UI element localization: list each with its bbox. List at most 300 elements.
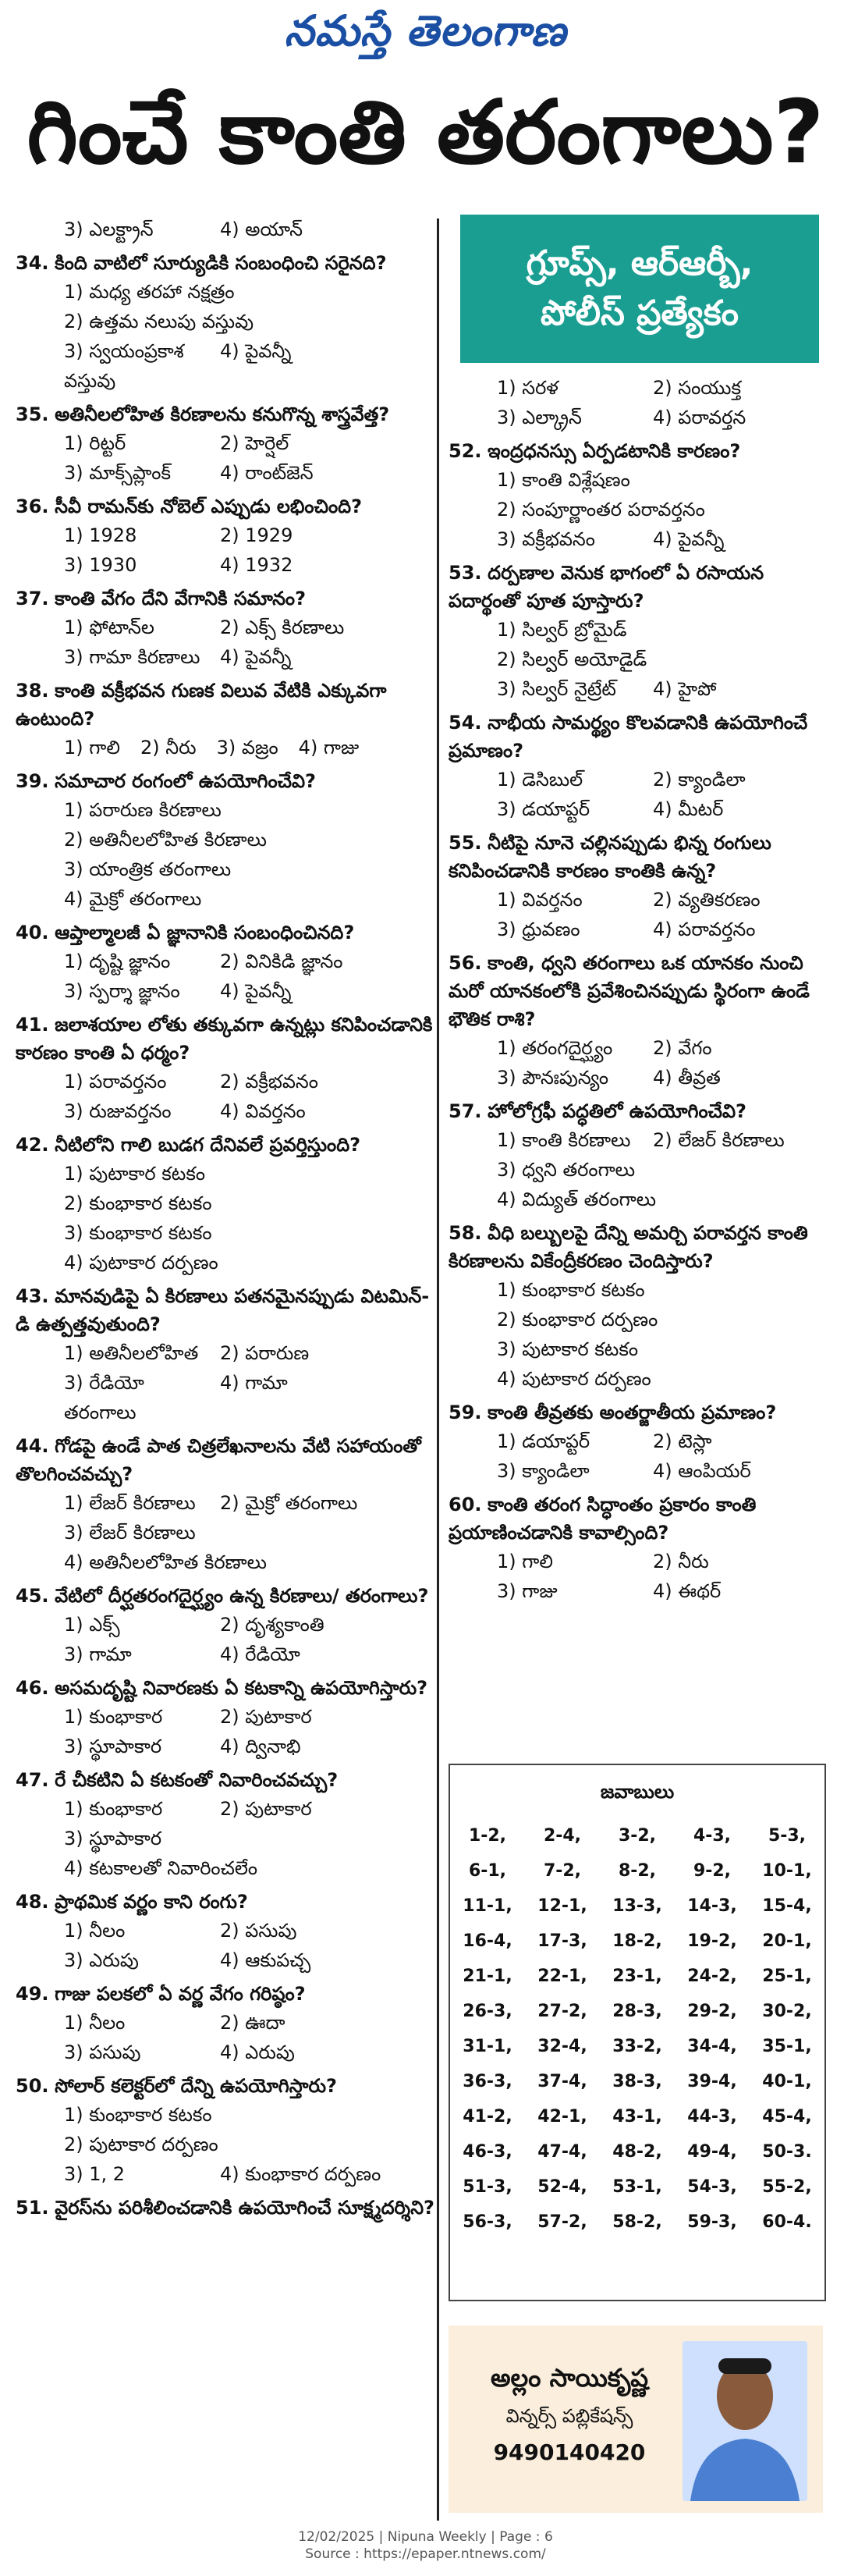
- option-row: [16, 2130, 437, 2159]
- option: 2) వేగం: [653, 1037, 712, 1059]
- question-item: [16, 492, 437, 580]
- option: 3) గాజు: [497, 1580, 558, 1602]
- badge-line: పోలీస్ ప్రత్యేకం: [541, 293, 739, 333]
- option: 4) ఈథర్: [653, 1580, 722, 1602]
- option-row: [16, 215, 437, 244]
- question-text: [16, 1131, 437, 1159]
- option: 4) కటకాలతో నివారించలేం: [64, 1857, 258, 1879]
- option-row: [449, 915, 839, 944]
- question-body: వైరస్‌ను పరిశీలించడానికి ఉపయోగించే సూక్ష్మదర్శిని?: [55, 2197, 434, 2219]
- question-item: [449, 437, 839, 554]
- option-row: [16, 1218, 437, 1248]
- option: 1) కుంభాకార కటకం: [64, 2104, 212, 2126]
- option-row: [16, 1853, 437, 1883]
- answer-cell: 42-1,: [537, 2107, 587, 2127]
- option-row: [449, 885, 839, 915]
- option: 3) లేజర్ కిరణాలు: [64, 1522, 196, 1544]
- question-body: నాభీయ సామర్థ్యం కొలవడానికి ఉపయోగించే ప్రమాణం?: [449, 712, 808, 762]
- option: 1) గాలి: [64, 737, 120, 759]
- option: 3) కుంభాకార కటకం: [64, 1222, 212, 1244]
- question-number: 36.: [16, 496, 49, 517]
- answer-cell: 9-2,: [693, 1861, 732, 1881]
- question-body: హోలోగ్రఫీ పద్ధతిలో ఉపయోగించేవి?: [488, 1100, 746, 1122]
- answer-cell: 11-1,: [463, 1896, 512, 1916]
- option: 4) అతినీలలోహిత కిరణాలు: [64, 1551, 267, 1573]
- option-row: [449, 403, 839, 432]
- option: 3) పుటాకార కటకం: [497, 1338, 639, 1360]
- question-text: [16, 2194, 437, 2222]
- question-body: గోడపై ఉండే పాత చిత్రలేఖనాలను వేటి సహాయంతో తొలగించవచ్చు?: [16, 1435, 421, 1485]
- option-row: [449, 645, 839, 674]
- question-body: వేటిలో దీర్ఘతరంగదైర్ఘ్యం ఉన్న కిరణాలు/ తరంగాలు?: [55, 1585, 429, 1607]
- option: 1) సరళ: [497, 377, 558, 399]
- answer-cell: 1-2,: [468, 1826, 507, 1846]
- option: 3) సిల్వర్ నైట్రేట్: [497, 678, 616, 700]
- question-body: రే చీకటిని ఏ కటకంతో నివారించవచ్చు?: [55, 1769, 339, 1791]
- footer-date: 12/02/2025 | Nipuna Weekly | Page : 6: [298, 2529, 553, 2545]
- option: 3) స్థూపాకార: [64, 1828, 162, 1849]
- question-body: నీటిపై నూనె చల్లినప్పుడు భిన్న రంగులు కనిపించడానికి కారణం కాంతికి ఉన్న?: [449, 832, 771, 882]
- option: 2) నీరు: [140, 737, 197, 759]
- question-number: 37.: [16, 588, 49, 609]
- option: 2) సిల్వర్ అయోడైడ్: [497, 648, 647, 670]
- question-number: 57.: [449, 1100, 482, 1122]
- option: 2) టెస్లా: [653, 1430, 712, 1452]
- question-number: 52.: [449, 440, 482, 462]
- option-row: [449, 1185, 839, 1214]
- option-row: [449, 1063, 839, 1093]
- question-item: [449, 709, 839, 824]
- answer-cell: 17-3,: [537, 1931, 587, 1951]
- answer-cell: 2-4,: [543, 1826, 582, 1846]
- question-item: [16, 1766, 437, 1883]
- option: 3) ఎల్క్రాన్: [497, 407, 582, 428]
- option: 4) ఆంపియర్: [653, 1460, 751, 1482]
- answer-cell: 5-3,: [768, 1826, 807, 1846]
- answers-row: [450, 2099, 824, 2134]
- option: 2) నీరు: [653, 1551, 709, 1572]
- option-row: [16, 1488, 437, 1518]
- option-row: [16, 1338, 437, 1368]
- option: 3) ధ్రువణం: [497, 918, 580, 940]
- answer-cell: 31-1,: [463, 2037, 512, 2056]
- option-row: [16, 1610, 437, 1640]
- question-item: [16, 1980, 437, 2067]
- answer-cell: 16-4,: [463, 1931, 512, 1951]
- option: 1) లేజర్ కిరణాలు: [64, 1492, 196, 1514]
- option: 4) పుటాకార దర్పణం: [64, 1252, 218, 1274]
- question-item: [16, 1282, 437, 1427]
- option: 1) 1928: [64, 524, 137, 546]
- option-row: [449, 524, 839, 554]
- question-number: 49.: [16, 1983, 49, 2005]
- option-row: [16, 1159, 437, 1189]
- answers-row: [450, 2134, 824, 2169]
- option-row: [449, 1427, 839, 1456]
- question-body: అసమదృష్టి నివారణకు ఏ కటకాన్ని ఉపయోగిస్తారు?: [55, 1677, 428, 1699]
- answers-row: [450, 1888, 824, 1924]
- masthead-logo: నమస్తే తెలంగాణ: [284, 6, 567, 55]
- option-row: [16, 1067, 437, 1096]
- option: 3) 1930: [64, 554, 137, 576]
- question-number: 48.: [16, 1891, 49, 1913]
- question-text: [16, 249, 437, 277]
- option-row: [449, 373, 839, 403]
- question-text: [16, 767, 437, 795]
- option-row: [16, 1248, 437, 1277]
- question-number: 35.: [16, 403, 49, 425]
- answer-cell: 38-3,: [612, 2072, 662, 2091]
- answer-cell: 27-2,: [537, 2002, 587, 2021]
- question-number: 34.: [16, 252, 49, 274]
- option: 3) గామా కిరణాలు: [64, 646, 200, 668]
- answer-cell: 48-2,: [612, 2142, 662, 2162]
- option-row: [449, 794, 839, 824]
- option: 3) ఎలక్ట్రాన్: [64, 219, 154, 240]
- answer-cell: 58-2,: [612, 2212, 662, 2232]
- option-row: [16, 2100, 437, 2130]
- question-body: సమాచార రంగంలో ఉపయోగించేవి?: [55, 770, 316, 792]
- right-column: [449, 373, 839, 1611]
- option-row: [449, 1547, 839, 1576]
- option: 4) పరావర్తనం: [653, 918, 756, 940]
- option-row: [16, 1916, 437, 1945]
- option-row: [16, 1794, 437, 1824]
- question-number: 42.: [16, 1134, 49, 1156]
- author-phone: 9490140420: [493, 2439, 646, 2465]
- option-row: [16, 1189, 437, 1218]
- option: 4) పుటాకార దర్పణం: [497, 1368, 651, 1390]
- option: 4) గామా: [220, 1372, 288, 1394]
- question-text: [449, 559, 839, 615]
- answers-table: [450, 1818, 824, 2240]
- option: 4) పైవన్నీ: [220, 980, 292, 1002]
- question-item: [16, 1888, 437, 1975]
- question-body: ఆప్తాల్మాలజీ ఏ జ్ఞానానికి సంబంధించినది?: [55, 922, 355, 943]
- question-number: 41.: [16, 1014, 49, 1036]
- question-body: సోలార్ కలెక్టర్‌లో దేన్ని ఉపయోగిస్తారు?: [55, 2075, 337, 2097]
- answer-cell: 12-1,: [537, 1896, 587, 1916]
- answer-cell: 15-4,: [762, 1896, 812, 1916]
- option: 2) వినికిడి జ్ఞానం: [220, 950, 343, 972]
- question-number: 55.: [449, 832, 482, 854]
- option: 4) ద్వినాభి: [220, 1736, 301, 1757]
- option: 2) 1929: [220, 524, 293, 546]
- question-text: [16, 1888, 437, 1916]
- option-row: [16, 277, 437, 307]
- option: 1) పరారుణ కిరణాలు: [64, 799, 222, 821]
- question-text: [16, 2072, 437, 2100]
- answer-cell: 3-2,: [618, 1826, 657, 1846]
- option: 1) తరంగదైర్ఘ్యం: [497, 1037, 613, 1059]
- page-footer: [0, 2528, 851, 2563]
- question-number: 40.: [16, 922, 49, 943]
- answers-title: జవాబులు: [600, 1781, 675, 1803]
- option-row: [449, 1576, 839, 1606]
- option-row: [449, 1275, 839, 1305]
- option: 2) క్యాండిలా: [653, 769, 746, 791]
- option-row: [449, 1305, 839, 1334]
- option: 3) పౌనఃపున్యం: [497, 1067, 609, 1089]
- question-text: [16, 1432, 437, 1488]
- option: 3) ధ్వని తరంగాలు: [497, 1159, 636, 1181]
- answer-cell: 54-3,: [687, 2177, 737, 2197]
- question-text: [16, 492, 437, 521]
- question-text: [16, 918, 437, 947]
- question-body: అతినీలలోహిత కిరణాలను కనుగొన్న శాస్త్రవేత్త?: [55, 403, 390, 425]
- question-body: వీధి బల్బులపై దేన్ని అమర్చి పరావర్తన కాంతి కిరణాలను వికేంద్రీకరణం చెందిస్తారు?: [449, 1222, 808, 1272]
- option-row: [16, 1096, 437, 1126]
- option-row: [16, 1945, 437, 1975]
- answer-cell: 6-1,: [468, 1861, 507, 1881]
- answer-cell: 24-2,: [687, 1967, 737, 1986]
- question-body: ప్రాథమిక వర్ణం కాని రంగు?: [55, 1891, 248, 1913]
- answer-cell: 40-1,: [762, 2072, 812, 2091]
- answer-cell: 59-3,: [687, 2212, 737, 2232]
- answer-cell: 33-2,: [612, 2037, 662, 2056]
- option-row: [16, 521, 437, 550]
- option: 3) పసుపు: [64, 2041, 141, 2063]
- option-row: [16, 428, 437, 458]
- option: 1) డెసిబుల్: [497, 769, 583, 791]
- option: 3) 1, 2: [64, 2163, 126, 2185]
- question-body: కాంతి వక్రీభవన గుణక విలువ వేటికి ఎక్కువగా ఉంటుంది?: [16, 680, 387, 730]
- question-body: జలాశయాల లోతు తక్కువగా ఉన్నట్లు కనిపించడానికి కారణం కాంతి ఏ ధర్మం?: [16, 1014, 433, 1064]
- option-row: [16, 976, 437, 1006]
- option: 1) వివర్తనం: [497, 889, 583, 911]
- answer-cell: 44-3,: [687, 2107, 737, 2127]
- question-number: 39.: [16, 770, 49, 792]
- question-number: 47.: [16, 1769, 49, 1791]
- footer-source: Source : https://epaper.ntnews.com/: [305, 2546, 546, 2562]
- option: 2) దృశ్యకాంతి: [220, 1614, 324, 1636]
- option: 3) క్యాండిలా: [497, 1460, 590, 1482]
- answers-box: [449, 1764, 826, 2301]
- left-column: [16, 215, 437, 2226]
- question-body: గాజు పలకలో ఏ వర్ణ వేగం గరిష్ఠం?: [55, 1983, 306, 2005]
- option: 4) 1932: [220, 554, 293, 576]
- option-row: [16, 613, 437, 642]
- column-divider: [437, 219, 439, 2521]
- option: 4) హైపో: [653, 678, 717, 700]
- question-item: [16, 1131, 437, 1277]
- answers-row: [450, 2169, 824, 2205]
- question-item: [16, 1582, 437, 1669]
- option: 2) కుంభాకార కటకం: [64, 1192, 212, 1214]
- option-row: [449, 1155, 839, 1185]
- answer-cell: 10-1,: [762, 1861, 812, 1881]
- question-text: [16, 1980, 437, 2008]
- section-badge: [460, 215, 819, 363]
- answer-cell: 22-1,: [537, 1967, 587, 1986]
- answer-cell: 35-1,: [762, 2037, 812, 2056]
- option: 4) పైవన్నీ: [653, 528, 725, 550]
- question-number: 56.: [449, 952, 482, 974]
- question-item: [16, 918, 437, 1006]
- question-text: [16, 1011, 437, 1067]
- question-body: మానవుడిపై ఏ కిరణాలు పతనమైనప్పుడు విటమిన్-డి ఉత్పత్తవుతుంది?: [16, 1285, 430, 1335]
- question-number: 45.: [16, 1585, 49, 1607]
- option-row: [16, 642, 437, 672]
- question-number: 38.: [16, 680, 49, 702]
- question-item: [449, 1097, 839, 1214]
- answer-cell: 39-4,: [687, 2072, 737, 2091]
- option: 2) లేజర్ కిరణాలు: [653, 1129, 785, 1151]
- question-item: [449, 829, 839, 944]
- question-text: [16, 1282, 437, 1338]
- answers-row: [450, 1818, 824, 1853]
- answers-row: [450, 2029, 824, 2064]
- answer-cell: 52-4,: [537, 2177, 587, 2197]
- option-row: [16, 458, 437, 488]
- question-item: [16, 767, 437, 914]
- option: 2) ఎక్స్ కిరణాలు: [220, 616, 345, 638]
- option-row: [449, 1364, 839, 1394]
- option: 1) గాలి: [497, 1551, 553, 1572]
- option: 3) గామా: [64, 1643, 132, 1665]
- option: 2) సంయుక్త: [653, 377, 741, 399]
- option: 1) ఎక్స్: [64, 1614, 120, 1636]
- question-text: [16, 1582, 437, 1610]
- question-item: [449, 1491, 839, 1606]
- question-body: కాంతి వేగం దేని వేగానికి సమానం?: [55, 588, 307, 609]
- option: 1) కాంతి విశ్లేషణం: [497, 469, 630, 491]
- option: 1) సిల్వర్ బ్రోమైడ్: [497, 619, 627, 641]
- option: 3) రుజువర్తనం: [64, 1100, 172, 1122]
- option: 1) కుంభాకార కటకం: [497, 1279, 645, 1301]
- option: 4) ఆకుపచ్చ: [220, 1949, 311, 1971]
- option-row: [16, 336, 437, 396]
- question-number: 43.: [16, 1285, 49, 1307]
- option: 1) రిట్టర్: [64, 432, 126, 454]
- page-headline: గించే కాంతి తరంగాలు?: [27, 82, 824, 183]
- option-row: [16, 1640, 437, 1669]
- option: 4) కుంభాకార దర్పణం: [220, 2163, 381, 2185]
- option: 1) మధ్య తరహా నక్షత్రం: [64, 281, 235, 303]
- answers-row: [450, 2064, 824, 2099]
- option: 4) అయాన్: [220, 219, 303, 240]
- option: 3) స్వయంప్రకాశ వస్తువు: [64, 340, 184, 392]
- option-row: [16, 795, 437, 825]
- option: 3) వక్రీభవనం: [497, 528, 595, 550]
- answer-cell: 47-4,: [537, 2142, 587, 2162]
- answer-cell: 14-3,: [687, 1896, 737, 1916]
- question-body: ఇంద్రధనస్సు ఏర్పడటానికి కారణం?: [488, 440, 741, 462]
- answers-row: [450, 1853, 824, 1888]
- option: 2) ఉత్తమ నలుపు వస్తువు: [64, 311, 254, 332]
- answer-cell: 53-1,: [612, 2177, 662, 2197]
- answer-cell: 29-2,: [687, 2002, 737, 2021]
- option-row: [16, 884, 437, 914]
- answer-cell: 30-2,: [762, 2002, 812, 2021]
- option: 4) వివర్తనం: [220, 1100, 306, 1122]
- option-row: [16, 1547, 437, 1577]
- question-item: [449, 559, 839, 704]
- question-item: [16, 2072, 437, 2189]
- option: 3) ఎరుపు: [64, 1949, 139, 1971]
- answer-cell: 4-3,: [693, 1826, 732, 1846]
- question-text: [449, 829, 839, 885]
- option: 2) పుటాకార: [220, 1798, 312, 1820]
- answers-row: [450, 2205, 824, 2240]
- option: 4) మీటర్: [653, 798, 724, 820]
- answer-cell: 45-4,: [762, 2107, 812, 2127]
- question-number: 46.: [16, 1677, 49, 1699]
- question-item: [449, 949, 839, 1093]
- question-number: 51.: [16, 2197, 49, 2219]
- author-photo: [683, 2341, 807, 2501]
- question-item: [16, 249, 437, 396]
- option: 3) డయాప్టర్: [497, 798, 590, 820]
- option-row: [16, 307, 437, 336]
- question-text: [449, 949, 839, 1033]
- answer-cell: 32-4,: [537, 2037, 587, 2056]
- option: 4) విద్యుత్ తరంగాలు: [497, 1189, 657, 1210]
- question-number: 54.: [449, 712, 482, 734]
- question-number: 58.: [449, 1222, 482, 1244]
- question-number: 44.: [16, 1435, 49, 1457]
- answer-cell: 57-2,: [537, 2212, 587, 2232]
- option: 4) ఎరుపు: [220, 2041, 295, 2063]
- option-row: [449, 615, 839, 645]
- answer-cell: 60-4.: [762, 2212, 812, 2232]
- option: 4) తీవ్రత: [653, 1067, 721, 1089]
- question-item: [449, 1219, 839, 1394]
- question-text: [16, 400, 437, 428]
- option-row: [449, 1125, 839, 1155]
- answer-cell: 49-4,: [687, 2142, 737, 2162]
- answer-cell: 26-3,: [463, 2002, 512, 2021]
- option: 1) కుంభాకార: [64, 1798, 163, 1820]
- question-number: 59.: [449, 1402, 482, 1423]
- question-item: [16, 584, 437, 672]
- question-body: కాంతి, ధ్వని తరంగాలు ఒక యానకం నుంచి మరో యానకంలోకి ప్రవేశించినప్పుడు స్థిరంగా ఉండే భౌతిక రాశి?: [449, 952, 810, 1030]
- option: 1) డయాప్టర్: [497, 1430, 590, 1452]
- question-body: సీవీ రామన్‌కు నోబెల్ ఎప్పుడు లభించింది?: [55, 496, 362, 517]
- question-body: కాంతి తరంగ సిద్ధాంతం ప్రకారం కాంతి ప్రయాణించడానికి కావాల్సింది?: [449, 1494, 757, 1544]
- option: 4) రాంట్‌జెన్: [220, 462, 314, 484]
- author-name: అల్లం సాయికృష్ణ: [490, 2363, 649, 2393]
- question-text: [16, 1766, 437, 1794]
- option: 3) వజ్రం: [216, 737, 278, 759]
- option: 4) గాజు: [298, 737, 360, 759]
- question-text: [16, 1674, 437, 1702]
- option-row: [16, 2008, 437, 2038]
- question-number: 60.: [449, 1494, 482, 1515]
- option-row: [16, 855, 437, 884]
- answer-cell: 13-3,: [612, 1896, 662, 1916]
- option: 3) రేడియో తరంగాలు: [64, 1372, 144, 1423]
- badge-line: గ్రూప్స్, ఆర్ఆర్బీ,: [526, 243, 753, 283]
- question-item: [16, 677, 437, 762]
- option: 2) అతినీలలోహిత కిరణాలు: [64, 829, 267, 851]
- option: 3) స్థూపాకార: [64, 1736, 162, 1757]
- option-row: [16, 947, 437, 976]
- answer-cell: 8-2,: [618, 1861, 657, 1881]
- answer-cell: 43-1,: [612, 2107, 662, 2127]
- answer-cell: 7-2,: [543, 1861, 582, 1881]
- option: 1) పరావర్తనం: [64, 1071, 167, 1093]
- answer-cell: 19-2,: [687, 1931, 737, 1951]
- option: 4) పైవన్నీ: [220, 340, 292, 362]
- option-row: [449, 1456, 839, 1486]
- question-text: [449, 709, 839, 765]
- option: 2) వక్రీభవనం: [220, 1071, 318, 1093]
- option: 1) నీలం: [64, 1920, 126, 1942]
- option-row: [16, 1732, 437, 1761]
- option: 2) పుటాకార దర్పణం: [64, 2134, 218, 2155]
- question-text: [449, 1219, 839, 1275]
